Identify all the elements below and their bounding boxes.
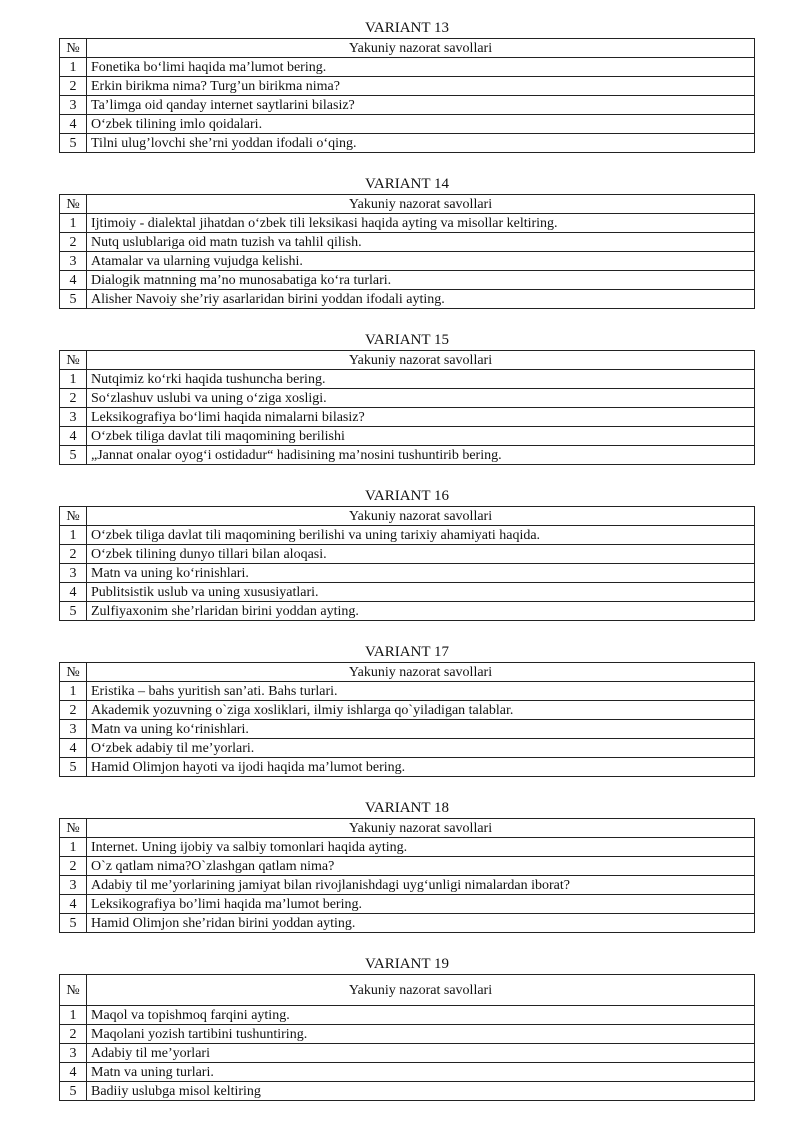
row-number: 3 [60,564,87,583]
table-row [60,427,755,446]
question-text: Matn va uning turlari. [87,1063,755,1082]
variant-title: VARIANT 18 [364,800,450,816]
questions-table [59,38,755,153]
question-text: „Jannat onalar oyog‘i ostidadur“ hadisining ma’nosini tushuntirib bering. [87,446,755,465]
row-number: 2 [60,389,87,408]
questions-column-header: Yakuniy nazorat savollari [87,195,755,214]
number-column-header: № [60,39,87,58]
row-number: 2 [60,857,87,876]
row-number: 1 [60,1006,87,1025]
row-number: 5 [60,290,87,309]
row-number: 5 [60,758,87,777]
table-row [60,389,755,408]
question-text: Nutqimiz ko‘rki haqida tushuncha bering. [87,370,755,389]
question-text: Alisher Navoiy she’riy asarlaridan birini yoddan ifodali ayting. [87,290,755,309]
question-text: Matn va uning ko‘rinishlari. [87,564,755,583]
table-row [60,115,755,134]
table-row [60,838,755,857]
questions-column-header: Yakuniy nazorat savollari [87,663,755,682]
row-number: 1 [60,682,87,701]
table-header-row [60,663,755,682]
question-text: Leksikografiya bo’limi haqida ma’lumot bering. [87,895,755,914]
table-header-row [60,819,755,838]
question-text: Maqol va topishmoq farqini ayting. [87,1006,755,1025]
question-text: Ta’limga oid qanday internet saytlarini bilasiz? [87,96,755,115]
variant-14-section [59,175,755,309]
table-row [60,58,755,77]
question-text: O‘zbek tiliga davlat tili maqomining berilishi va uning tarixiy ahamiyati haqida. [87,526,755,545]
questions-table [59,194,755,309]
question-text: Zulfiyaxonim she’rlaridan birini yoddan ayting. [87,602,755,621]
variant-16-section [59,487,755,621]
variant-18-section [59,799,755,933]
row-number: 2 [60,77,87,96]
table-row [60,758,755,777]
table-row [60,895,755,914]
questions-column-header: Yakuniy nazorat savollari [87,975,755,1006]
question-text: O`z qatlam nima?O`zlashgan qatlam nima? [87,857,755,876]
table-row [60,214,755,233]
table-row [60,545,755,564]
table-row [60,233,755,252]
questions-column-header: Yakuniy nazorat savollari [87,39,755,58]
row-number: 5 [60,446,87,465]
table-row [60,96,755,115]
table-row [60,408,755,427]
table-header-row [60,39,755,58]
questions-table [59,818,755,933]
question-text: Hamid Olimjon she’ridan birini yoddan ayting. [87,914,755,933]
row-number: 5 [60,914,87,933]
row-number: 1 [60,838,87,857]
row-number: 4 [60,1063,87,1082]
question-text: Nutq uslublariga oid matn tuzish va tahlil qilish. [87,233,755,252]
table-row [60,1082,755,1101]
table-row [60,77,755,96]
table-row [60,739,755,758]
table-header-row [60,195,755,214]
row-number: 5 [60,602,87,621]
question-text: Akademik yozuvning o`ziga xosliklari, ilmiy ishlarga qo`yiladigan talablar. [87,701,755,720]
row-number: 3 [60,876,87,895]
table-row [60,1063,755,1082]
row-number: 1 [60,370,87,389]
question-text: Matn va uning ko‘rinishlari. [87,720,755,739]
question-text: Maqolani yozish tartibini tushuntiring. [87,1025,755,1044]
question-text: O‘zbek tilining imlo qoidalari. [87,115,755,134]
questions-column-header: Yakuniy nazorat savollari [87,351,755,370]
variant-title: VARIANT 14 [364,176,450,192]
table-header-row [60,507,755,526]
table-row [60,602,755,621]
variant-19-section [59,955,755,1101]
row-number: 1 [60,526,87,545]
table-row [60,446,755,465]
variant-title: VARIANT 15 [364,332,450,348]
variant-title: VARIANT 17 [364,644,450,660]
table-header-row [60,351,755,370]
number-column-header: № [60,663,87,682]
variant-13-section [59,19,755,153]
questions-table [59,974,755,1101]
row-number: 2 [60,1025,87,1044]
question-text: Fonetika bo‘limi haqida ma’lumot bering. [87,58,755,77]
number-column-header: № [60,975,87,1006]
question-text: Internet. Uning ijobiy va salbiy tomonlari haqida ayting. [87,838,755,857]
question-text: Tilni ulug’lovchi she’rni yoddan ifodali o‘qing. [87,134,755,153]
question-text: Badiiy uslubga misol keltiring [87,1082,755,1101]
row-number: 1 [60,214,87,233]
table-row [60,134,755,153]
table-row [60,1044,755,1063]
question-text: O‘zbek tiliga davlat tili maqomining berilishi [87,427,755,446]
variant-title: VARIANT 19 [364,956,450,972]
table-row [60,370,755,389]
row-number: 4 [60,271,87,290]
questions-table [59,350,755,465]
table-row [60,720,755,739]
row-number: 5 [60,134,87,153]
row-number: 2 [60,545,87,564]
question-text: Ijtimoiy - dialektal jihatdan o‘zbek tili leksikasi haqida ayting va misollar keltiring. [87,214,755,233]
row-number: 3 [60,1044,87,1063]
number-column-header: № [60,195,87,214]
question-text: Atamalar va ularning vujudga kelishi. [87,252,755,271]
questions-column-header: Yakuniy nazorat savollari [87,507,755,526]
table-row [60,271,755,290]
question-text: Leksikografiya bo‘limi haqida nimalarni bilasiz? [87,408,755,427]
table-row [60,914,755,933]
row-number: 2 [60,701,87,720]
variant-17-section [59,643,755,777]
table-row [60,876,755,895]
question-text: Adabiy til me’yorlari [87,1044,755,1063]
question-text: So‘zlashuv uslubi va uning o‘ziga xosligi. [87,389,755,408]
row-number: 3 [60,252,87,271]
question-text: O‘zbek tilining dunyo tillari bilan aloqasi. [87,545,755,564]
question-text: Adabiy til me’yorlarining jamiyat bilan rivojlanishdagi uyg‘unligi nimalardan iborat? [87,876,755,895]
table-row [60,252,755,271]
row-number: 3 [60,408,87,427]
variant-15-section [59,331,755,465]
row-number: 2 [60,233,87,252]
table-row [60,290,755,309]
variant-title: VARIANT 16 [364,488,450,504]
variant-title: VARIANT 13 [364,20,450,36]
number-column-header: № [60,819,87,838]
question-text: Hamid Olimjon hayoti va ijodi haqida ma’lumot bering. [87,758,755,777]
table-row [60,564,755,583]
table-row [60,701,755,720]
question-text: O‘zbek adabiy til me’yorlari. [87,739,755,758]
row-number: 1 [60,58,87,77]
row-number: 3 [60,96,87,115]
question-text: Dialogik matnning ma’no munosabatiga ko‘ra turlari. [87,271,755,290]
row-number: 5 [60,1082,87,1101]
questions-table [59,506,755,621]
table-row [60,1025,755,1044]
table-header-row [60,975,755,1006]
row-number: 4 [60,427,87,446]
table-row [60,857,755,876]
row-number: 3 [60,720,87,739]
questions-table [59,662,755,777]
row-number: 4 [60,115,87,134]
row-number: 4 [60,583,87,602]
row-number: 4 [60,739,87,758]
number-column-header: № [60,351,87,370]
table-row [60,583,755,602]
number-column-header: № [60,507,87,526]
row-number: 4 [60,895,87,914]
questions-column-header: Yakuniy nazorat savollari [87,819,755,838]
table-row [60,682,755,701]
table-row [60,526,755,545]
question-text: Erkin birikma nima? Turg’un birikma nima? [87,77,755,96]
question-text: Eristika – bahs yuritish san’ati. Bahs turlari. [87,682,755,701]
question-text: Publitsistik uslub va uning xususiyatlari. [87,583,755,602]
table-row [60,1006,755,1025]
